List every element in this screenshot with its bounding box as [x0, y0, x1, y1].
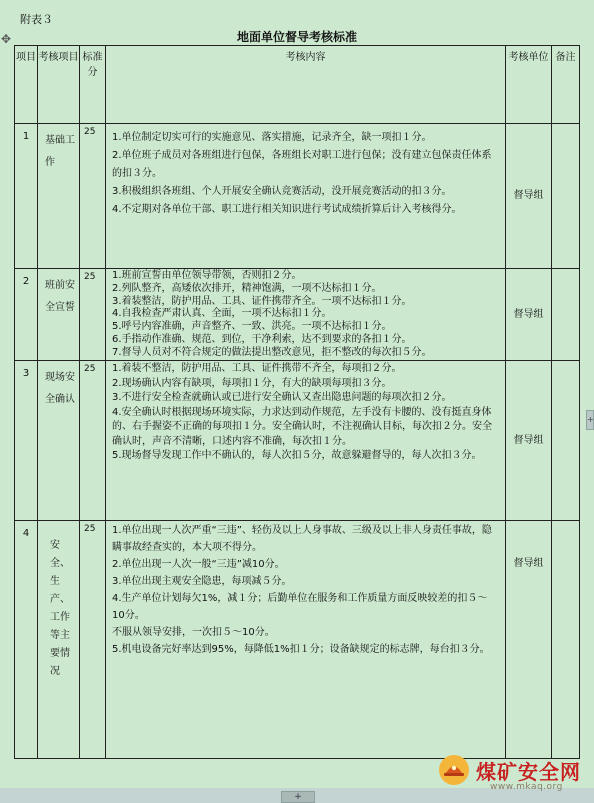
content-line: 3.不进行安全检查就确认或已进行安全确认又查出隐患问题的每项次扣２分。	[112, 392, 452, 403]
row-no: 1	[15, 124, 38, 269]
row-content	[106, 521, 506, 759]
table-header-row	[15, 46, 580, 124]
content-line: 4.安全确认时根据现场环境实际，力求达到动作规范，左手没有卡腰的、没有挺直身体的、右手握姿不正确的每项扣１分。安全确认时，不注视确认目标，每次扣２分。安全确认时，声音不清晰，口述内容不准确，每次扣１分。	[112, 406, 492, 447]
content-line: 1.单位出现一人次严重“三违”、轻伤及以上人身事故、三级及以上非人身责任事故，隐瞒事故经查实的，本大项不得分。	[112, 525, 492, 553]
row-item: 安全、生产、工作等主要情况	[38, 521, 80, 759]
content-line: 1.班前宣誓由单位领导带领，否则扣２分。	[112, 270, 302, 281]
content-line: 3.着装整洁，防护用品、工具、证件携带齐全。一项不达标扣１分。	[112, 295, 412, 307]
row-item: 班前安全宣誓	[38, 269, 80, 361]
content-line: 5.呼号内容准确，声音整齐、一致、洪亮。一项不达标扣１分。	[112, 321, 392, 333]
table-row	[15, 521, 580, 759]
table-row	[15, 361, 580, 521]
content-line: 5.现场督导发现工作中不确认的，每人次扣５分，故意躲避督导的，每人次扣３分。	[112, 450, 482, 461]
row-score: 25	[80, 269, 106, 361]
row-item: 基础工作	[38, 124, 80, 269]
row-unit: 督导组	[506, 361, 552, 521]
content-line: 1.单位制定切实可行的实施意见、落实措施，记录齐全，缺一项扣１分。	[112, 132, 432, 143]
content-line: 不服从领导安排，一次扣５～10分。	[112, 627, 275, 638]
content-line: 3.积极组织各班组、个人开展安全确认竞赛活动，没开展竞赛活动的扣３分。	[112, 186, 452, 197]
row-remark	[552, 361, 580, 521]
miner-helmet-icon	[438, 754, 470, 786]
table-move-handle-icon[interactable]: ✥	[1, 32, 12, 46]
table-row	[15, 269, 580, 361]
content-line: 1.着装不整洁，防护用品、工具、证件携带不齐全，每项扣２分。	[112, 363, 402, 374]
row-no: 2	[15, 269, 38, 361]
row-unit: 督导组	[506, 269, 552, 361]
header-score: 标准分	[80, 46, 106, 124]
row-no: 3	[15, 361, 38, 521]
header-item: 考核项目	[38, 46, 80, 124]
row-remark	[552, 269, 580, 361]
content-line: 4.生产单位计划每欠1%，减１分；后勤单位在服务和工作质量方面反映较差的扣５～10分。	[112, 593, 488, 621]
content-line: 4.不定期对各单位干部、职工进行相关知识进行考试成绩折算后计入考核得分。	[112, 204, 462, 215]
header-unit: 考核单位	[506, 46, 552, 124]
row-remark	[552, 521, 580, 759]
document-title: 地面单位督导考核标准	[236, 30, 357, 44]
expand-right-icon[interactable]: +	[586, 410, 594, 430]
header-no: 项目	[15, 46, 38, 124]
content-line: 2.单位出现一人次一般“三违”减10分。	[112, 559, 285, 570]
content-line: 5.机电设备完好率达到95%，每降低1%扣１分；设备缺规定的标志牌，每台扣３分。	[112, 644, 490, 655]
header-remark: 备注	[552, 46, 580, 124]
expand-down-icon[interactable]: +	[281, 791, 315, 803]
row-content	[106, 269, 506, 361]
row-remark	[552, 124, 580, 269]
row-unit: 督导组	[506, 521, 552, 759]
row-score: 25	[80, 521, 106, 759]
watermark-url: www.mkaq.org	[490, 782, 563, 792]
content-line: 7.督导人员对不符合规定的做法提出整改意见，拒不整改的每次扣５分。	[112, 346, 432, 358]
row-score: 25	[80, 124, 106, 269]
content-line: 2.列队整齐，高矮依次排开，精神饱满，一项不达标扣１分。	[112, 282, 382, 294]
assessment-table	[14, 45, 580, 759]
header-content: 考核内容	[106, 46, 506, 124]
site-watermark-logo	[434, 752, 594, 796]
row-unit: 督导组	[506, 124, 552, 269]
attachment-label: 附表３	[20, 13, 53, 26]
row-item: 现场安全确认	[38, 361, 80, 521]
content-line: 4.自我检查严肃认真、全面，一项不达标扣１分。	[112, 308, 332, 320]
content-line: 3.单位出现主观安全隐患，每项减５分。	[112, 576, 292, 587]
row-content	[106, 124, 506, 269]
content-line: 2.现场确认内容有缺项，每项扣１分，有大的缺项每项扣３分。	[112, 377, 392, 389]
content-line: 2.单位班子成员对各班组进行包保，各班组长对职工进行包保；没有建立包保责任体系的扣３分。	[112, 150, 492, 179]
content-line: 6.手指动作准确、规范、到位，干净利索，达不到要求的各扣１分。	[112, 333, 412, 345]
row-score: 25	[80, 361, 106, 521]
watermark-name: 煤矿安全网	[476, 760, 581, 784]
row-no: 4	[15, 521, 38, 759]
table-row	[15, 124, 580, 269]
row-content	[106, 361, 506, 521]
